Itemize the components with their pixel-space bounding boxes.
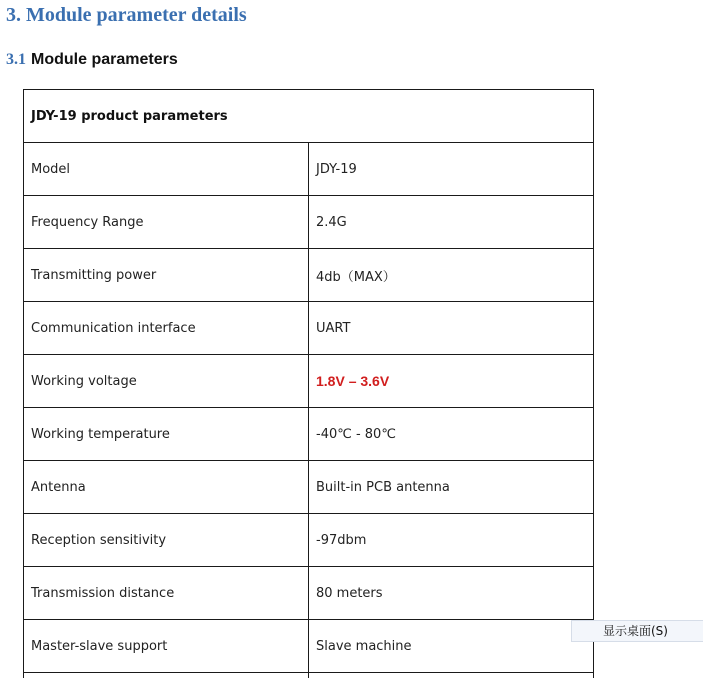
- subsection-number: 3.1: [6, 51, 26, 68]
- table-row: [24, 302, 594, 355]
- param-value: 2.4G: [309, 196, 594, 249]
- param-value: Slave machine: [309, 620, 594, 673]
- table-row: [24, 461, 594, 514]
- table-row: [24, 196, 594, 249]
- table-header-row: [24, 90, 594, 143]
- param-label: Transmission distance: [24, 567, 309, 620]
- param-label: [24, 673, 309, 678]
- parameters-table: [23, 89, 594, 678]
- param-label: Working voltage: [24, 355, 309, 408]
- table-row: [24, 567, 594, 620]
- table-row: [24, 620, 594, 673]
- param-value: -97dbm: [309, 514, 594, 567]
- param-label: Communication interface: [24, 302, 309, 355]
- section-heading: 3. Module parameter details: [6, 4, 247, 26]
- table-row: [24, 673, 594, 678]
- param-label: Frequency Range: [24, 196, 309, 249]
- table-row: [24, 355, 594, 408]
- param-label: Transmitting power: [24, 249, 309, 302]
- param-value: [309, 673, 594, 678]
- param-value: UART: [309, 302, 594, 355]
- param-value: [309, 355, 594, 408]
- voltage-range-highlight: 1.8V – 3.6V: [316, 372, 390, 389]
- table-row: [24, 408, 594, 461]
- table-row: [24, 249, 594, 302]
- param-label: Master-slave support: [24, 620, 309, 673]
- table-title: JDY-19 product parameters: [24, 90, 594, 143]
- param-value: Built-in PCB antenna: [309, 461, 594, 514]
- param-label: Model: [24, 143, 309, 196]
- param-label: Antenna: [24, 461, 309, 514]
- param-value: 4db（MAX）: [309, 249, 594, 302]
- table-row: [24, 514, 594, 567]
- context-menu-item-show-desktop[interactable]: 显示桌面(S): [571, 620, 703, 642]
- param-value: 80 meters: [309, 567, 594, 620]
- param-value: -40℃ - 80℃: [309, 408, 594, 461]
- param-value: JDY-19: [309, 143, 594, 196]
- param-label: Working temperature: [24, 408, 309, 461]
- subsection-heading: [6, 51, 178, 69]
- subsection-title: Module parameters: [31, 51, 178, 68]
- table-row: [24, 143, 594, 196]
- param-label: Reception sensitivity: [24, 514, 309, 567]
